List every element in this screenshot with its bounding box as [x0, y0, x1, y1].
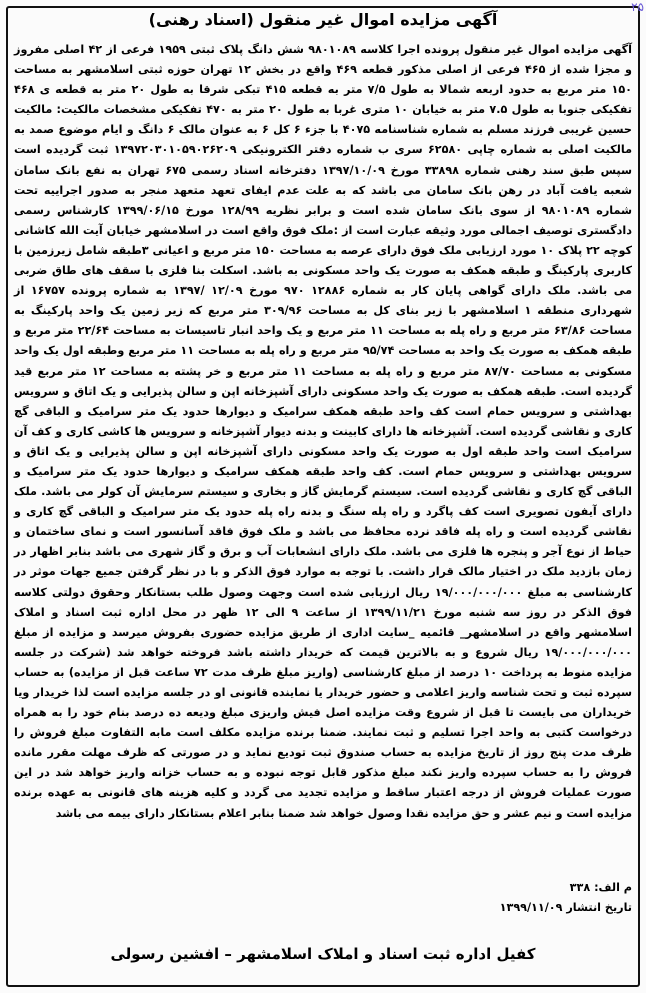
page-corner-mark: ۲۵	[631, 0, 644, 14]
official-signature: کفیل اداره ثبت اسناد و املاک اسلامشهر – افشین رسولی	[110, 945, 536, 963]
notice-body	[14, 40, 632, 824]
notice-body-paragraph: آگهی مزایده اموال غیر منقول پرونده اجرا کلاسه ۹۸۰۱۰۸۹ شش دانگ پلاک ثبتی ۱۹۵۹ فرعی از ۴۲ اصلی مفروز و مجزا شده از ۴۶۵ فرعی از اصلی مذکور قطعه ۴۶۹ واقع در بخش ۱۲ تهران حوزه ثبتی اسلامشهر به مساحت ۱۵۰ متر مربع به حدود اربعه شمالا به طول ۷/۵ متر به قطعه ۴۱۵ تبکی شرقا به طول ۲۰ متر به قطعه ی ۴۶۸ تفکیکی جنوبا به طول ۷.۵ متر به خیابان ۱۰ متری غربا به طول ۲۰ متر به ۴۷۰ تفکیکی مشخصات مالکیت: مالکیت حسین غریبی فرزند مسلم به شماره شناسنامه ۴۰۷۵ با جزء ۶ کل ۶ به عنوان مالک ۶ دانگ و ایام موضوع صمد به مالکیت اصلی به شماره چاپی ۶۲۵۸۰ سری ب شماره دفتر الکترونیکی ۱۳۹۷۲۰۳۰۱۰۵۹۰۲۶۲۰۹ ثبت گردیده است سپس طبق سند رهنی شماره ۳۳۸۹۸ مورخ ۱۳۹۷/۱۰/۰۹ دفترخانه اسناد رسمی ۶۷۵ تهران به نفع بانک سامان شعبه یافت آباد در رهن بانک سامان می باشد که به علت عدم ایفای تعهد متعهد منجر به صدور اجراییه تحت شماره ۹۸۰۱۰۸۹ از سوی بانک سامان شده است و برابر نظریه ۱۲۸/۹۹ مورخ ۱۳۹۹/۰۶/۱۵ کارشناس رسمی دادگستری توصیف اجمالی مورد وثیقه عبارت است از :ملک فوق واقع است در اسلامشهر خیابان آیت الله کاشانی کوچه ۲۲ پلاک ۱۰ مورد ارزیابی ملک فوق دارای عرصه به مساحت ۱۵۰ متر مربع و اعیانی ۳طبقه شامل زیرزمین با کاربری پارکینگ و طبقه همکف به صورت یک واحد مسکونی به باشد. اسکلت بنا فلزی با سقف های طاق ضربی می باشد. ملک دارای گواهی پایان کار به شماره ۱۲۸۸۶ ۹۷۰ مورخ ۱۲/۰۹ /۱۳۹۷ به شماره پرونده ۱۶۷۵۷ از شهرداری منطقه ۱ اسلامشهر با زیر بنای کل به مساحت ۳۰۹/۹۶ متر مربع که زیر زمین یک واحد پارکینگ به مساحت ۶۳/۸۶ متر مربع و راه پله به مساحت ۱۱ متر مربع و یک واحد انبار تاسیسات به مساحت ۲۲/۶۴ متر مربع و طبقه همکف به صورت یک واحد به مساحت ۹۵/۷۴ متر مربع و راه پله به مساحت ۱۱ متر مربع وطبقه اول یک واحد مسکونی به مساحت ۸۷/۷۰ متر مربع و راه پله به مساحت ۱۱ متر مربع و خر پشته به مساحت ۱۲ متر مربع قید گردیده است. طبقه همکف به صورت یک واحد مسکونی دارای آشپزخانه اپن و سالن پذیرایی و یک اتاق و سرویس بهداشتی و سرویس حمام است کف واحد طبقه همکف سرامیک و دیوارها حدود یک متر سرامیک و الباقی گچ کاری و نقاشی گردیده است. آشپزخانه ها دارای کابینت و بدنه دیوار آشپزخانه و سرویس ها کاشی کاری و کف آن سرامیک است واحد طبقه اول به صورت یک واحد مسکونی دارای آشپزخانه اپن و سالن پذیرایی و یک اتاق و سرویس بهداشتی و سرویس حمام است. کف واحد طبقه همکف سرامیک و دیوارها حدود یک متر سرامیک و الباقی گچ کاری و نقاشی گردیده است. سیستم گرمایش گاز و بخاری و سیستم سرمایش آن کولر می باشد. ملک دارای آیفون تصویری است کف پاگرد و راه پله سنگ و بدنه راه پله حدود یک متر سرامیک و الباقی گچ کاری و نقاشی گردیده است و راه پله فاقد نرده محافظ می باشد و ملک فوق فاقد آسانسور است و نمای ساختمان و حیاط از نوع آجر و پنجره ها فلزی می باشد. ملک دارای انشعابات آب و برق و گاز شهری می باشد بنابر اظهار در زمان بازدید ملک در اختیار مالک قرار داشت. با توجه به موارد فوق الذکر و با در نظر گرفتن جمیع جهات موثر در کارشناسی به مبلغ ۱۹/۰۰۰/۰۰۰/۰۰۰ ریال ارزیابی شده است وجهت وصول طلب بستانکار وحقوق دولتی کلاسه فوق الذکر در روز سه شنبه مورخ ۱۳۹۹/۱۱/۲۱ از ساعت ۹ الی ۱۲ ظهر در محل اداره ثبت اسناد و املاک اسلامشهر واقع در اسلامشهر_ قائمیه _سایت اداری از طریق مزایده حضوری بفروش میرسد و مزایده از مبلغ ۱۹/۰۰۰/۰۰۰/۰۰۰ ریال شروع و به بالاترین قیمت که خریدار داشته باشد فروخته خواهد شد (شرکت در جلسه مزایده منوط به پرداخت ۱۰ درصد از مبلغ کارشناسی (واریز مبلغ ظرف مدت ۷۲ ساعت قبل از مزایده) به حساب سپرده ثبت و تحت شناسه واریز اعلامی و حضور خریدار یا نماینده قانونی او در جلسه مزایده است لذا خریدار ویا خریداران می بایست تا قبل از شروع وقت مزایده اصل فیش واریزی مبلغ ودیعه ده درصد بنام خود را به همراه درخواست کتبی به واحد اجرا تسلیم و ثبت نمایند. ضمنا برنده مزایده مکلف است مابه التفاوت مبلغ فروش را ظرف مدت پنج روز از تاریخ مزایده به حساب صندوق ثبت تودیع نماید و در صورتی که ظرف مهلت مقرر مانده فروش را به حساب سپرده واریز نکند مبلغ مذکور قابل توجه نبوده و به حساب خزانه واریز خواهد شد در این صورت عملیات فروش از درجه اعتبار ساقط و مزایده تجدید می گردد و کلیه هزینه های قانونی به عهده برنده مزایده است و نیم عشر و حق مزایده نقدا وصول خواهد شد ضمنا بنابر اعلام بستانکار دارای بیمه می باشد	[14, 43, 633, 820]
reference-number: م الف: ۳۳۸	[569, 881, 632, 894]
publish-date: تاریخ انتشار ۱۳۹۹/۱۱/۰۹	[499, 901, 632, 914]
notice-title: آگهی مزایده اموال غیر منقول (اسناد رهنی)	[148, 10, 498, 29]
